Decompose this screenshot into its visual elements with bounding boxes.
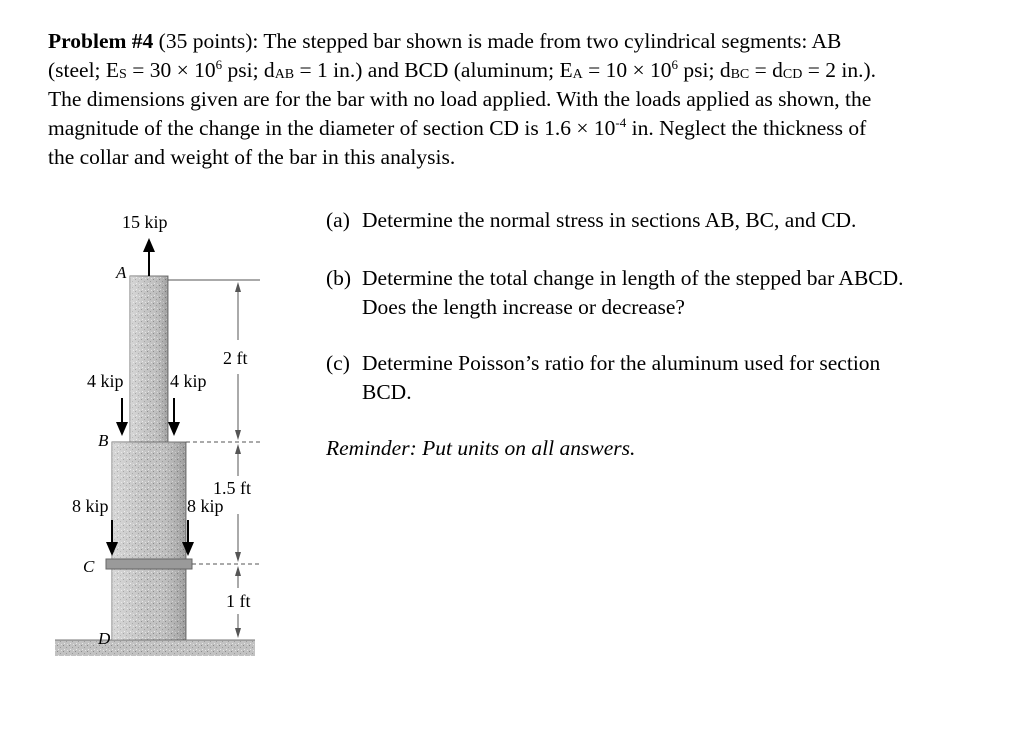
arrow-15kip-head: [143, 238, 155, 252]
subscript: CD: [782, 67, 803, 82]
question-b: [326, 264, 904, 322]
superscript: -4: [615, 115, 627, 130]
dim-ab-arrow-bottom: [235, 430, 241, 440]
collar-c: [106, 559, 192, 569]
question-a: [326, 206, 856, 235]
subscript: A: [572, 67, 583, 82]
text-span: = 2 in.).: [802, 58, 876, 82]
label-dim-2-ft: 2 ft: [223, 348, 248, 368]
problem-line-2: [48, 56, 993, 85]
question-b-text-1: Determine the total change in length of the stepped bar ABCD.: [362, 266, 904, 290]
text-span: magnitude of the change in the diameter of section CD is 1.6 × 10: [48, 116, 616, 140]
stepped-bar-figure: [50, 200, 280, 670]
question-a-text: Determine the normal stress in sections AB, BC, and CD.: [362, 208, 857, 232]
text-span: psi; d: [678, 58, 731, 82]
text-span: = 30 × 10: [126, 58, 216, 82]
dim-bc-arrow-top: [235, 444, 241, 454]
text-span: = 10 × 10: [582, 58, 672, 82]
arrow-4kip-right-head: [168, 422, 180, 436]
reminder-note: Reminder: Put units on all answers.: [326, 436, 636, 460]
label-dim-1-5-ft: 1.5 ft: [213, 478, 251, 498]
text-span: = 1 in.) and BCD (aluminum; E: [294, 58, 573, 82]
label-15-kip: 15 kip: [122, 212, 168, 232]
segment-ab-shade: [130, 276, 168, 442]
problem-points: (35 points):: [158, 29, 259, 53]
problem-title: Problem #4: [48, 29, 154, 53]
text-span: in. Neglect the thickness of: [626, 116, 867, 140]
question-b-text-2: Does the length increase or decrease?: [362, 295, 685, 319]
arrow-4kip-left-head: [116, 422, 128, 436]
label-4-kip-right: 4 kip: [170, 371, 207, 391]
subscript: AB: [274, 67, 295, 82]
text-span: psi; d: [222, 58, 275, 82]
text-span: = d: [749, 58, 783, 82]
label-point-d: D: [98, 629, 111, 648]
subscript: BC: [730, 67, 750, 82]
label-point-c: C: [83, 557, 95, 576]
question-b-tag: (b): [326, 266, 352, 290]
question-a-tag: (a): [326, 208, 350, 232]
question-c-text-2: BCD.: [362, 380, 412, 404]
problem-line-1-text: The stepped bar shown is made from two cylindrical segments: AB: [263, 29, 842, 53]
question-c-text-1: Determine Poisson’s ratio for the aluminum used for section: [362, 351, 881, 375]
problem-line-5: the collar and weight of the bar in this analysis.: [48, 145, 456, 169]
question-c-tag: (c): [326, 351, 350, 375]
label-point-b: B: [98, 431, 109, 450]
problem-line-4: [48, 114, 993, 143]
dim-ab-arrow-top: [235, 282, 241, 292]
question-c: [326, 349, 880, 407]
problem-line-3: The dimensions given are for the bar with no load applied. With the loads applied as shown, the: [48, 87, 872, 111]
stepped-bar-diagram: [50, 200, 280, 670]
dim-cd-arrow-bottom: [235, 628, 241, 638]
superscript: 6: [215, 57, 223, 72]
problem-line-1: [48, 27, 993, 56]
ground: [55, 640, 255, 656]
label-4-kip-left: 4 kip: [87, 371, 124, 391]
label-8-kip-right: 8 kip: [187, 496, 224, 516]
dim-cd-arrow-top: [235, 566, 241, 576]
dim-bc-arrow-bottom: [235, 552, 241, 562]
label-dim-1-ft: 1 ft: [226, 591, 251, 611]
text-span: (steel; E: [48, 58, 120, 82]
label-8-kip-left: 8 kip: [72, 496, 109, 516]
segment-bcd-shade: [112, 442, 186, 640]
superscript: 6: [671, 57, 678, 72]
subscript: S: [119, 67, 127, 82]
problem-statement: [48, 27, 993, 172]
label-point-a: A: [116, 263, 127, 282]
